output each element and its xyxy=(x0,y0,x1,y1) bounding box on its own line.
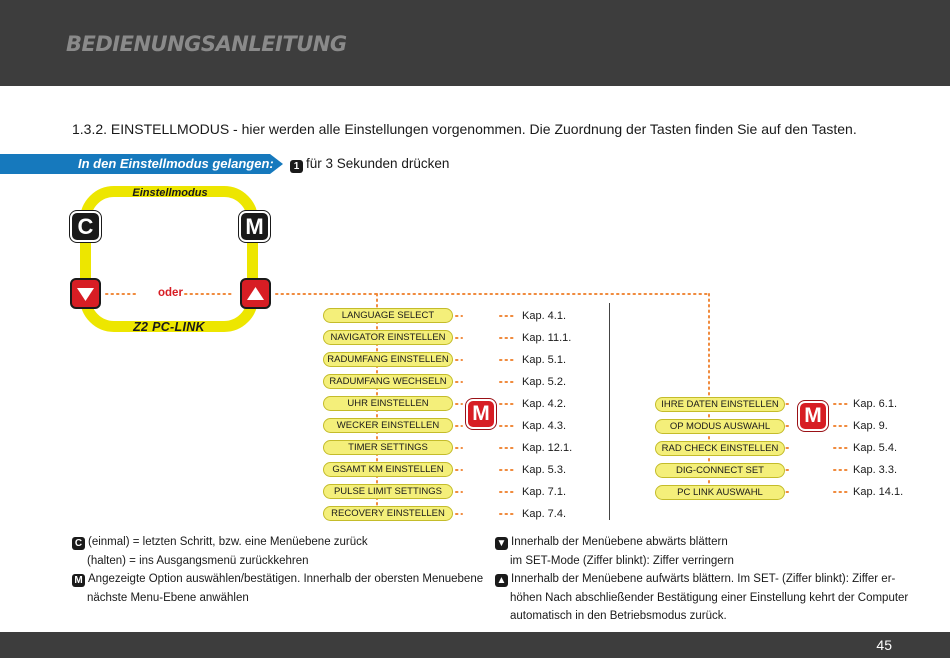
ring-bottom-label: Z2 PC-LINK xyxy=(133,320,205,334)
menu-item-op-modus: OP MODUS AUSWAHL xyxy=(655,419,785,434)
legend-up-line1: Innerhalb der Menüebene aufwärts blättern. Im SET- (Ziffer blinkt): Ziffer er- xyxy=(511,573,896,585)
ring-top-label: Einstellmodus xyxy=(132,187,208,199)
intro-text: 1.3.2. EINSTELLMODUS - hier werden alle Einstellungen vorgenommen. Die Zuordnung der Tasten finden Sie auf den Tasten. xyxy=(72,121,857,137)
chapter-ref: Kap. 6.1. xyxy=(853,398,898,410)
legend-c-line1: (einmal) = letzten Schritt, bzw. eine Menüebene zurück xyxy=(88,536,368,548)
chapter-ref: Kap. 7.4. xyxy=(522,508,567,520)
chapter-ref: Kap. 5.1. xyxy=(522,354,567,366)
menu-item-wecker: WECKER EINSTELLEN xyxy=(323,418,453,433)
m-key-icon: M xyxy=(239,211,270,242)
chapter-ref: Kap. 5.4. xyxy=(853,442,898,454)
menu-item-recovery: RECOVERY EINSTELLEN xyxy=(323,506,453,521)
chapter-ref: Kap. 12.1. xyxy=(522,442,573,454)
key-1-icon: 1 xyxy=(290,160,303,173)
down-arrow-key-icon: ▼ xyxy=(496,538,507,549)
menu-item-language-select: LANGUAGE SELECT xyxy=(323,308,453,323)
menu-item-navigator: NAVIGATOR EINSTELLEN xyxy=(323,330,453,345)
column-divider xyxy=(609,303,610,520)
chapter-ref: Kap. 7.1. xyxy=(522,486,567,498)
chapter-ref: Kap. 5.3. xyxy=(522,464,567,476)
menu-item-ihre-daten: IHRE DATEN EINSTELLEN xyxy=(655,397,785,412)
m-key-icon: M xyxy=(466,399,496,429)
c-key-icon: C xyxy=(72,537,85,550)
chapter-ref: Kap. 4.1. xyxy=(522,310,567,322)
menu-item-radumfang-wechseln: RADUMFANG WECHSELN xyxy=(323,374,453,389)
legend-m-line2: nächste Menu-Ebene anwählen xyxy=(87,591,249,604)
legend-m-line1: Angezeigte Option auswählen/bestätigen. Innerhalb der obersten Menuebene xyxy=(88,573,484,585)
page-title: BEDIENUNGSANLEITUNG xyxy=(66,32,347,56)
chapter-ref: Kap. 5.2. xyxy=(522,376,567,388)
menu-item-dig-connect: DIG-CONNECT SET xyxy=(655,463,785,478)
legend-down-line2: im SET-Mode (Ziffer blinkt): Ziffer verringern xyxy=(510,554,734,567)
menu-item-pulse-limit: PULSE LIMIT SETTINGS xyxy=(323,484,453,499)
legend-up-line3: automatisch in den Betriebsmodus zurück. xyxy=(510,610,727,622)
legend-up-line2: höhen Nach abschließender Bestätigung einer Einstellung kehrt der Computer xyxy=(510,591,909,604)
legend-c-line2: (halten) = ins Ausgangsmenü zurückkehren xyxy=(87,554,309,567)
page-footer xyxy=(0,632,950,658)
legend-down-line1: Innerhalb der Menüebene abwärts blättern xyxy=(511,536,728,548)
m-key-icon: M xyxy=(798,401,828,431)
oder-label: oder xyxy=(158,287,183,299)
menu-item-timer: TIMER SETTINGS xyxy=(323,440,453,455)
chapter-ref: Kap. 11.1. xyxy=(522,332,572,344)
chapter-ref: Kap. 3.3. xyxy=(853,464,898,476)
chapter-ref: Kap. 9. xyxy=(853,420,888,432)
c-key-icon: C xyxy=(70,211,101,242)
legend-left xyxy=(72,533,483,607)
menu-item-rad-check: RAD CHECK EINSTELLEN xyxy=(655,441,785,456)
press-text: für 3 Sekunden drücken xyxy=(306,156,450,171)
menu-item-pc-link: PC LINK AUSWAHL xyxy=(655,485,785,500)
chapter-ref: Kap. 4.2. xyxy=(522,398,567,410)
banner-text: In den Einstellmodus gelangen: xyxy=(78,156,274,171)
chapter-ref: Kap. 4.3. xyxy=(522,420,567,432)
page-number: 45 xyxy=(876,637,892,653)
up-arrow-key-icon: ▲ xyxy=(496,575,507,586)
menu-item-gsamt-km: GSAMT KM EINSTELLEN xyxy=(323,462,453,477)
menu-item-uhr: UHR EINSTELLEN xyxy=(323,396,453,411)
chapter-ref: Kap. 14.1. xyxy=(853,486,904,498)
menu-item-radumfang-einstellen: RADUMFANG EINSTELLEN xyxy=(323,352,453,367)
legend-right xyxy=(495,533,908,626)
m-key-icon: M xyxy=(72,574,85,587)
